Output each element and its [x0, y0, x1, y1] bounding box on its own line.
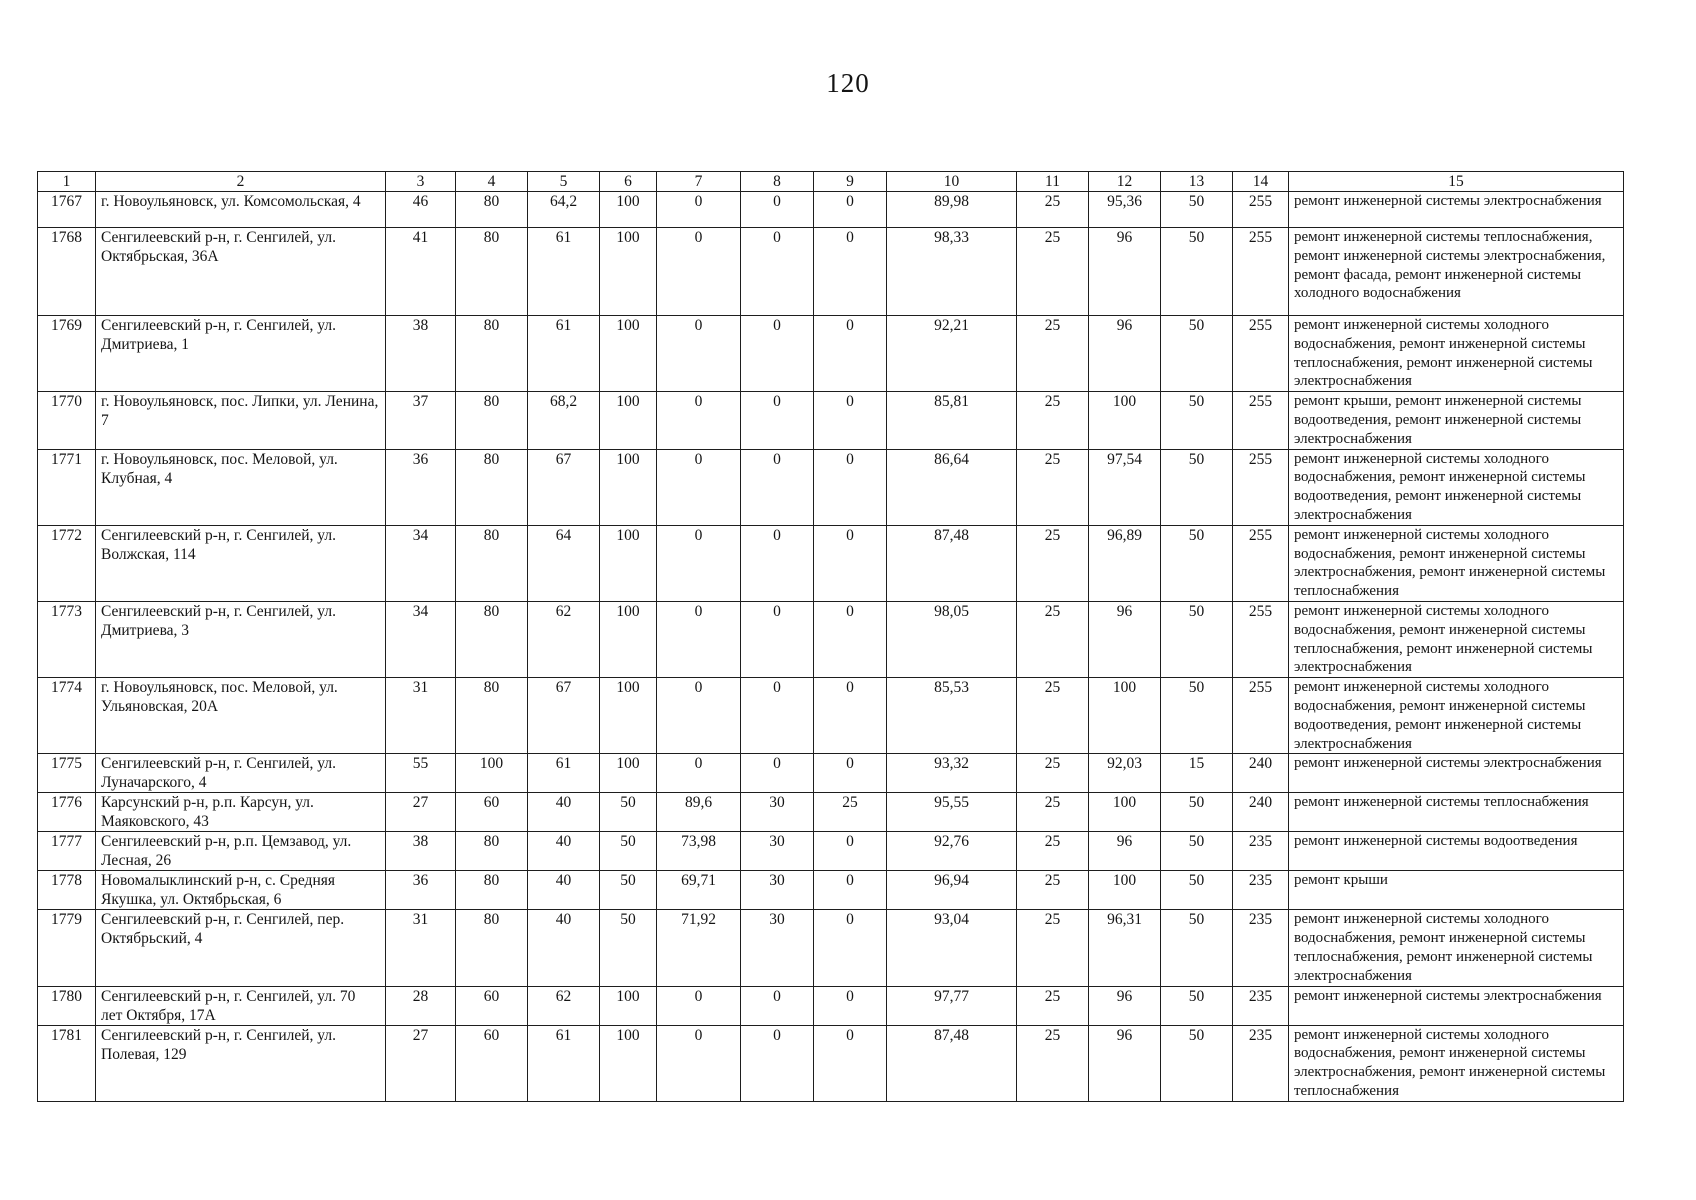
value-cell: 96	[1089, 1025, 1161, 1101]
row-number-cell: 1779	[38, 910, 96, 986]
value-cell: 80	[456, 392, 528, 449]
value-cell: 0	[657, 392, 741, 449]
value-cell: 25	[1017, 986, 1089, 1025]
value-cell: 80	[456, 910, 528, 986]
value-cell: 80	[456, 678, 528, 754]
value-cell: 95,36	[1089, 192, 1161, 228]
value-cell: 87,48	[887, 1025, 1017, 1101]
address-cell: Сенгилеевский р-н, р.п. Цемзавод, ул. Лесная, 26	[96, 832, 386, 871]
value-cell: 235	[1233, 910, 1289, 986]
value-cell: 62	[528, 601, 600, 677]
work-type-cell: ремонт инженерной системы холодного водоснабжения, ремонт инженерной системы теплоснабжения, ремонт инженерной системы электроснабжения	[1289, 316, 1624, 392]
table-row	[38, 228, 1624, 316]
column-header-14: 14	[1233, 172, 1289, 192]
value-cell: 25	[1017, 871, 1089, 910]
table-row	[38, 316, 1624, 392]
column-header-6: 6	[600, 172, 657, 192]
value-cell: 50	[1161, 793, 1233, 832]
value-cell: 92,76	[887, 832, 1017, 871]
value-cell: 50	[1161, 392, 1233, 449]
value-cell: 50	[600, 793, 657, 832]
value-cell: 80	[456, 449, 528, 525]
row-number-cell: 1771	[38, 449, 96, 525]
value-cell: 255	[1233, 525, 1289, 601]
value-cell: 30	[741, 871, 814, 910]
value-cell: 0	[814, 525, 887, 601]
value-cell: 50	[1161, 986, 1233, 1025]
work-type-cell: ремонт инженерной системы теплоснабжения	[1289, 793, 1624, 832]
value-cell: 25	[1017, 1025, 1089, 1101]
value-cell: 96	[1089, 601, 1161, 677]
value-cell: 34	[386, 601, 456, 677]
value-cell: 25	[1017, 678, 1089, 754]
table-row	[38, 192, 1624, 228]
row-number-cell: 1776	[38, 793, 96, 832]
value-cell: 0	[741, 986, 814, 1025]
table-row	[38, 678, 1624, 754]
row-number-cell: 1772	[38, 525, 96, 601]
address-cell: г. Новоульяновск, ул. Комсомольская, 4	[96, 192, 386, 228]
value-cell: 92,03	[1089, 754, 1161, 793]
value-cell: 96,31	[1089, 910, 1161, 986]
value-cell: 28	[386, 986, 456, 1025]
value-cell: 0	[741, 525, 814, 601]
value-cell: 27	[386, 1025, 456, 1101]
value-cell: 60	[456, 1025, 528, 1101]
value-cell: 235	[1233, 1025, 1289, 1101]
column-header-13: 13	[1161, 172, 1233, 192]
value-cell: 67	[528, 449, 600, 525]
value-cell: 37	[386, 392, 456, 449]
row-number-cell: 1768	[38, 228, 96, 316]
value-cell: 60	[456, 793, 528, 832]
row-number-cell: 1769	[38, 316, 96, 392]
value-cell: 93,32	[887, 754, 1017, 793]
column-header-11: 11	[1017, 172, 1089, 192]
value-cell: 50	[1161, 1025, 1233, 1101]
value-cell: 80	[456, 525, 528, 601]
value-cell: 100	[600, 678, 657, 754]
value-cell: 235	[1233, 832, 1289, 871]
value-cell: 85,53	[887, 678, 1017, 754]
value-cell: 30	[741, 910, 814, 986]
value-cell: 50	[1161, 228, 1233, 316]
value-cell: 255	[1233, 449, 1289, 525]
value-cell: 96	[1089, 832, 1161, 871]
address-cell: г. Новоульяновск, пос. Меловой, ул. Ульяновская, 20А	[96, 678, 386, 754]
value-cell: 40	[528, 832, 600, 871]
value-cell: 255	[1233, 192, 1289, 228]
address-cell: г. Новоульяновск, пос. Липки, ул. Ленина, 7	[96, 392, 386, 449]
row-number-cell: 1770	[38, 392, 96, 449]
value-cell: 255	[1233, 392, 1289, 449]
value-cell: 0	[741, 1025, 814, 1101]
work-type-cell: ремонт крыши	[1289, 871, 1624, 910]
value-cell: 0	[657, 678, 741, 754]
value-cell: 98,33	[887, 228, 1017, 316]
value-cell: 80	[456, 832, 528, 871]
value-cell: 36	[386, 871, 456, 910]
value-cell: 25	[1017, 449, 1089, 525]
value-cell: 97,54	[1089, 449, 1161, 525]
value-cell: 30	[741, 793, 814, 832]
column-header-4: 4	[456, 172, 528, 192]
value-cell: 0	[814, 449, 887, 525]
value-cell: 36	[386, 449, 456, 525]
value-cell: 100	[600, 392, 657, 449]
value-cell: 86,64	[887, 449, 1017, 525]
value-cell: 31	[386, 678, 456, 754]
table-row	[38, 832, 1624, 871]
value-cell: 0	[814, 754, 887, 793]
value-cell: 240	[1233, 754, 1289, 793]
table-row	[38, 910, 1624, 986]
value-cell: 0	[657, 228, 741, 316]
value-cell: 0	[657, 1025, 741, 1101]
value-cell: 25	[1017, 316, 1089, 392]
row-number-cell: 1780	[38, 986, 96, 1025]
column-header-8: 8	[741, 172, 814, 192]
value-cell: 100	[456, 754, 528, 793]
value-cell: 61	[528, 754, 600, 793]
value-cell: 40	[528, 793, 600, 832]
value-cell: 64	[528, 525, 600, 601]
value-cell: 0	[814, 228, 887, 316]
table-row	[38, 793, 1624, 832]
value-cell: 85,81	[887, 392, 1017, 449]
value-cell: 100	[600, 192, 657, 228]
value-cell: 25	[1017, 754, 1089, 793]
value-cell: 95,55	[887, 793, 1017, 832]
value-cell: 0	[657, 449, 741, 525]
value-cell: 25	[1017, 192, 1089, 228]
row-number-cell: 1767	[38, 192, 96, 228]
address-cell: Сенгилеевский р-н, г. Сенгилей, ул. Дмитриева, 1	[96, 316, 386, 392]
value-cell: 61	[528, 1025, 600, 1101]
value-cell: 255	[1233, 601, 1289, 677]
value-cell: 0	[657, 754, 741, 793]
value-cell: 87,48	[887, 525, 1017, 601]
value-cell: 40	[528, 871, 600, 910]
value-cell: 100	[600, 449, 657, 525]
value-cell: 62	[528, 986, 600, 1025]
address-cell: Сенгилеевский р-н, г. Сенгилей, ул. Луначарского, 4	[96, 754, 386, 793]
value-cell: 46	[386, 192, 456, 228]
value-cell: 0	[657, 525, 741, 601]
value-cell: 55	[386, 754, 456, 793]
value-cell: 96	[1089, 228, 1161, 316]
value-cell: 80	[456, 192, 528, 228]
value-cell: 67	[528, 678, 600, 754]
address-cell: Сенгилеевский р-н, г. Сенгилей, ул. Октябрьская, 36А	[96, 228, 386, 316]
value-cell: 96	[1089, 316, 1161, 392]
row-number-cell: 1775	[38, 754, 96, 793]
value-cell: 89,6	[657, 793, 741, 832]
value-cell: 50	[1161, 871, 1233, 910]
value-cell: 25	[1017, 525, 1089, 601]
value-cell: 0	[741, 449, 814, 525]
value-cell: 25	[1017, 392, 1089, 449]
column-header-3: 3	[386, 172, 456, 192]
value-cell: 0	[657, 192, 741, 228]
row-number-cell: 1777	[38, 832, 96, 871]
table-row	[38, 601, 1624, 677]
value-cell: 0	[741, 601, 814, 677]
value-cell: 27	[386, 793, 456, 832]
value-cell: 50	[1161, 832, 1233, 871]
value-cell: 96,94	[887, 871, 1017, 910]
row-number-cell: 1778	[38, 871, 96, 910]
column-header-1: 1	[38, 172, 96, 192]
table-row	[38, 1025, 1624, 1101]
address-cell: Сенгилеевский р-н, г. Сенгилей, ул. Волжская, 114	[96, 525, 386, 601]
value-cell: 97,77	[887, 986, 1017, 1025]
table-row	[38, 392, 1624, 449]
column-header-7: 7	[657, 172, 741, 192]
value-cell: 25	[1017, 228, 1089, 316]
value-cell: 68,2	[528, 392, 600, 449]
value-cell: 0	[741, 316, 814, 392]
value-cell: 50	[1161, 601, 1233, 677]
value-cell: 98,05	[887, 601, 1017, 677]
value-cell: 38	[386, 832, 456, 871]
row-number-cell: 1774	[38, 678, 96, 754]
value-cell: 0	[741, 192, 814, 228]
value-cell: 0	[814, 910, 887, 986]
address-cell: Сенгилеевский р-н, г. Сенгилей, ул. 70 лет Октября, 17А	[96, 986, 386, 1025]
work-type-cell: ремонт инженерной системы холодного водоснабжения, ремонт инженерной системы электроснабжения, ремонт инженерной системы теплоснабжения	[1289, 525, 1624, 601]
value-cell: 100	[1089, 678, 1161, 754]
work-type-cell: ремонт инженерной системы электроснабжения	[1289, 754, 1624, 793]
value-cell: 25	[1017, 832, 1089, 871]
value-cell: 64,2	[528, 192, 600, 228]
table-row	[38, 871, 1624, 910]
value-cell: 61	[528, 228, 600, 316]
value-cell: 100	[1089, 871, 1161, 910]
value-cell: 0	[814, 192, 887, 228]
address-cell: Новомалыклинский р-н, с. Средняя Якушка, ул. Октябрьская, 6	[96, 871, 386, 910]
address-cell: Сенгилеевский р-н, г. Сенгилей, пер. Октябрьский, 4	[96, 910, 386, 986]
table-row	[38, 754, 1624, 793]
page-number: 120	[826, 68, 870, 98]
value-cell: 50	[1161, 192, 1233, 228]
value-cell: 50	[1161, 449, 1233, 525]
value-cell: 96	[1089, 986, 1161, 1025]
value-cell: 100	[600, 986, 657, 1025]
value-cell: 38	[386, 316, 456, 392]
value-cell: 255	[1233, 228, 1289, 316]
column-header-12: 12	[1089, 172, 1161, 192]
value-cell: 96,89	[1089, 525, 1161, 601]
value-cell: 100	[600, 228, 657, 316]
value-cell: 240	[1233, 793, 1289, 832]
work-type-cell: ремонт инженерной системы холодного водоснабжения, ремонт инженерной системы теплоснабжения, ремонт инженерной системы электроснабжения	[1289, 601, 1624, 677]
value-cell: 93,04	[887, 910, 1017, 986]
column-header-10: 10	[887, 172, 1017, 192]
value-cell: 73,98	[657, 832, 741, 871]
value-cell: 0	[657, 601, 741, 677]
column-header-5: 5	[528, 172, 600, 192]
table-row	[38, 986, 1624, 1025]
work-type-cell: ремонт инженерной системы теплоснабжения, ремонт инженерной системы электроснабжения, ремонт фасада, ремонт инженерной системы холодного водоснабжения	[1289, 228, 1624, 316]
work-type-cell: ремонт инженерной системы водоотведения	[1289, 832, 1624, 871]
address-cell: Сенгилеевский р-н, г. Сенгилей, ул. Дмитриева, 3	[96, 601, 386, 677]
work-type-cell: ремонт инженерной системы холодного водоснабжения, ремонт инженерной системы водоотведения, ремонт инженерной системы электроснабжения	[1289, 678, 1624, 754]
address-cell: Карсунский р-н, р.п. Карсун, ул. Маяковского, 43	[96, 793, 386, 832]
column-header-9: 9	[814, 172, 887, 192]
value-cell: 0	[657, 986, 741, 1025]
registry-table	[37, 171, 1624, 1102]
value-cell: 0	[741, 392, 814, 449]
value-cell: 100	[600, 1025, 657, 1101]
value-cell: 60	[456, 986, 528, 1025]
value-cell: 0	[657, 316, 741, 392]
value-cell: 0	[741, 754, 814, 793]
value-cell: 80	[456, 316, 528, 392]
value-cell: 80	[456, 228, 528, 316]
work-type-cell: ремонт крыши, ремонт инженерной системы водоотведения, ремонт инженерной системы электроснабжения	[1289, 392, 1624, 449]
value-cell: 255	[1233, 678, 1289, 754]
column-header-2: 2	[96, 172, 386, 192]
value-cell: 50	[1161, 316, 1233, 392]
value-cell: 30	[741, 832, 814, 871]
value-cell: 0	[741, 678, 814, 754]
value-cell: 80	[456, 601, 528, 677]
value-cell: 69,71	[657, 871, 741, 910]
value-cell: 40	[528, 910, 600, 986]
work-type-cell: ремонт инженерной системы холодного водоснабжения, ремонт инженерной системы теплоснабжения, ремонт инженерной системы электроснабжения	[1289, 910, 1624, 986]
value-cell: 50	[600, 871, 657, 910]
value-cell: 0	[814, 1025, 887, 1101]
value-cell: 34	[386, 525, 456, 601]
value-cell: 50	[1161, 910, 1233, 986]
value-cell: 50	[600, 910, 657, 986]
value-cell: 100	[600, 601, 657, 677]
value-cell: 255	[1233, 316, 1289, 392]
value-cell: 100	[1089, 392, 1161, 449]
column-header-15: 15	[1289, 172, 1624, 192]
work-type-cell: ремонт инженерной системы электроснабжения	[1289, 192, 1624, 228]
work-type-cell: ремонт инженерной системы холодного водоснабжения, ремонт инженерной системы электроснабжения, ремонт инженерной системы теплоснабжения	[1289, 1025, 1624, 1101]
address-cell: Сенгилеевский р-н, г. Сенгилей, ул. Полевая, 129	[96, 1025, 386, 1101]
value-cell: 41	[386, 228, 456, 316]
table-row	[38, 449, 1624, 525]
address-cell: г. Новоульяновск, пос. Меловой, ул. Клубная, 4	[96, 449, 386, 525]
value-cell: 235	[1233, 986, 1289, 1025]
value-cell: 100	[1089, 793, 1161, 832]
value-cell: 50	[1161, 678, 1233, 754]
value-cell: 100	[600, 754, 657, 793]
value-cell: 0	[814, 986, 887, 1025]
value-cell: 61	[528, 316, 600, 392]
value-cell: 25	[1017, 601, 1089, 677]
value-cell: 0	[814, 678, 887, 754]
value-cell: 50	[600, 832, 657, 871]
value-cell: 25	[1017, 793, 1089, 832]
work-type-cell: ремонт инженерной системы электроснабжения	[1289, 986, 1624, 1025]
value-cell: 80	[456, 871, 528, 910]
value-cell: 25	[1017, 910, 1089, 986]
value-cell: 235	[1233, 871, 1289, 910]
value-cell: 25	[814, 793, 887, 832]
row-number-cell: 1773	[38, 601, 96, 677]
row-number-cell: 1781	[38, 1025, 96, 1101]
value-cell: 0	[814, 601, 887, 677]
value-cell: 100	[600, 316, 657, 392]
value-cell: 31	[386, 910, 456, 986]
value-cell: 0	[741, 228, 814, 316]
value-cell: 0	[814, 316, 887, 392]
header-row	[38, 172, 1624, 192]
value-cell: 89,98	[887, 192, 1017, 228]
table-row	[38, 525, 1624, 601]
value-cell: 0	[814, 832, 887, 871]
value-cell: 50	[1161, 525, 1233, 601]
work-type-cell: ремонт инженерной системы холодного водоснабжения, ремонт инженерной системы водоотведения, ремонт инженерной системы электроснабжения	[1289, 449, 1624, 525]
value-cell: 0	[814, 392, 887, 449]
value-cell: 15	[1161, 754, 1233, 793]
value-cell: 92,21	[887, 316, 1017, 392]
value-cell: 100	[600, 525, 657, 601]
value-cell: 71,92	[657, 910, 741, 986]
value-cell: 0	[814, 871, 887, 910]
